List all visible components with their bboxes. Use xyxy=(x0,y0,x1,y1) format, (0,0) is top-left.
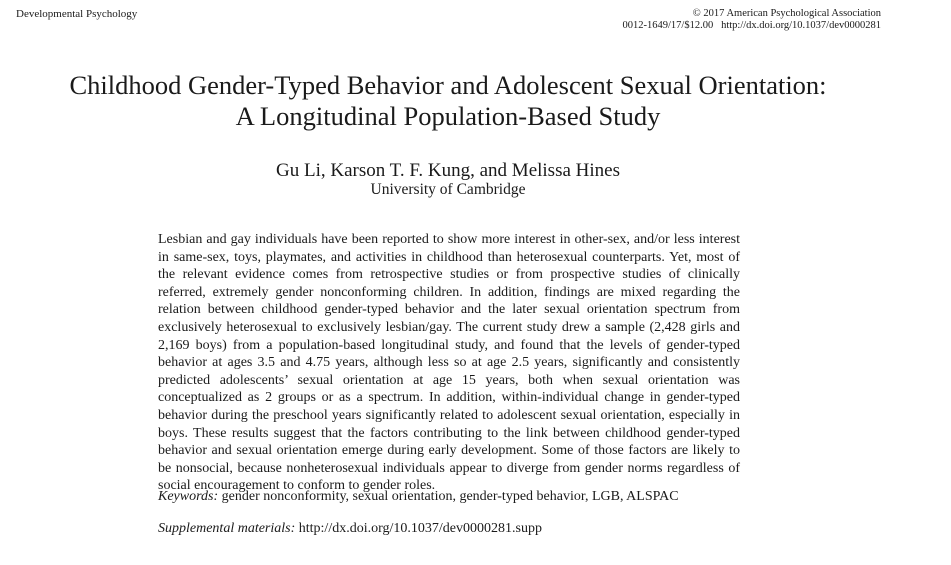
journal-name: Developmental Psychology xyxy=(16,8,138,20)
article-title xyxy=(0,70,896,132)
title-line-1: Childhood Gender-Typed Behavior and Adolescent Sexual Orientation: xyxy=(69,70,827,100)
publication-info xyxy=(622,8,881,31)
supplemental-materials xyxy=(158,520,542,538)
supplemental-link[interactable]: http://dx.doi.org/10.1037/dev0000281.supp xyxy=(298,521,542,536)
title-line-2: A Longitudinal Population-Based Study xyxy=(235,101,661,131)
keywords xyxy=(158,488,679,506)
supplemental-label: Supplemental materials: xyxy=(158,521,296,536)
keywords-label: Keywords: xyxy=(158,489,219,504)
author-list: Gu Li, Karson T. F. Kung, and Melissa Hines xyxy=(276,160,620,181)
keywords-list: gender nonconformity, sexual orientation, gender-typed behavior, LGB, ALSPAC xyxy=(221,489,679,504)
issn-doi: 0012-1649/17/$12.00 http://dx.doi.org/10.1037/dev0000281 xyxy=(622,19,881,31)
affiliation: University of Cambridge xyxy=(370,181,526,198)
abstract: Lesbian and gay individuals have been reported to show more interest in other-sex, and/or less interest in same-sex, toys, playmates, and activities in childhood than heterosexual counterparts. Yet, most of the relevant evidence comes from retrospective studies or from prospective studies of clinically referred, extremely gender nonconforming children. In addition, findings are mixed regarding the relation between childhood gender-typed behavior and the later sexual orientation spectrum from exclusively heterosexual to exclusively lesbian/gay. The current study drew a sample (2,428 girls and 2,169 boys) from a population-based longitudinal study, and found that the levels of gender-typed behavior at ages 3.5 and 4.75 years, although less so at age 2.5 years, significantly and consistently predicted adolescents’ sexual orientation at age 15 years, both when sexual orientation was conceptualized as 2 groups or as a spectrum. In addition, within-individual change in gender-typed behavior during the preschool years significantly related to adolescent sexual orientation, especially in boys. These results suggest that the factors contributing to the link between childhood gender-typed behavior and sexual orientation emerge during early development. Some of those factors are likely to be nonsocial, because nonheterosexual individuals appear to diverge from gender norms regardless of social encouragement to conform to gender roles. xyxy=(158,232,740,494)
copyright-notice: © 2017 American Psychological Association xyxy=(692,8,881,19)
